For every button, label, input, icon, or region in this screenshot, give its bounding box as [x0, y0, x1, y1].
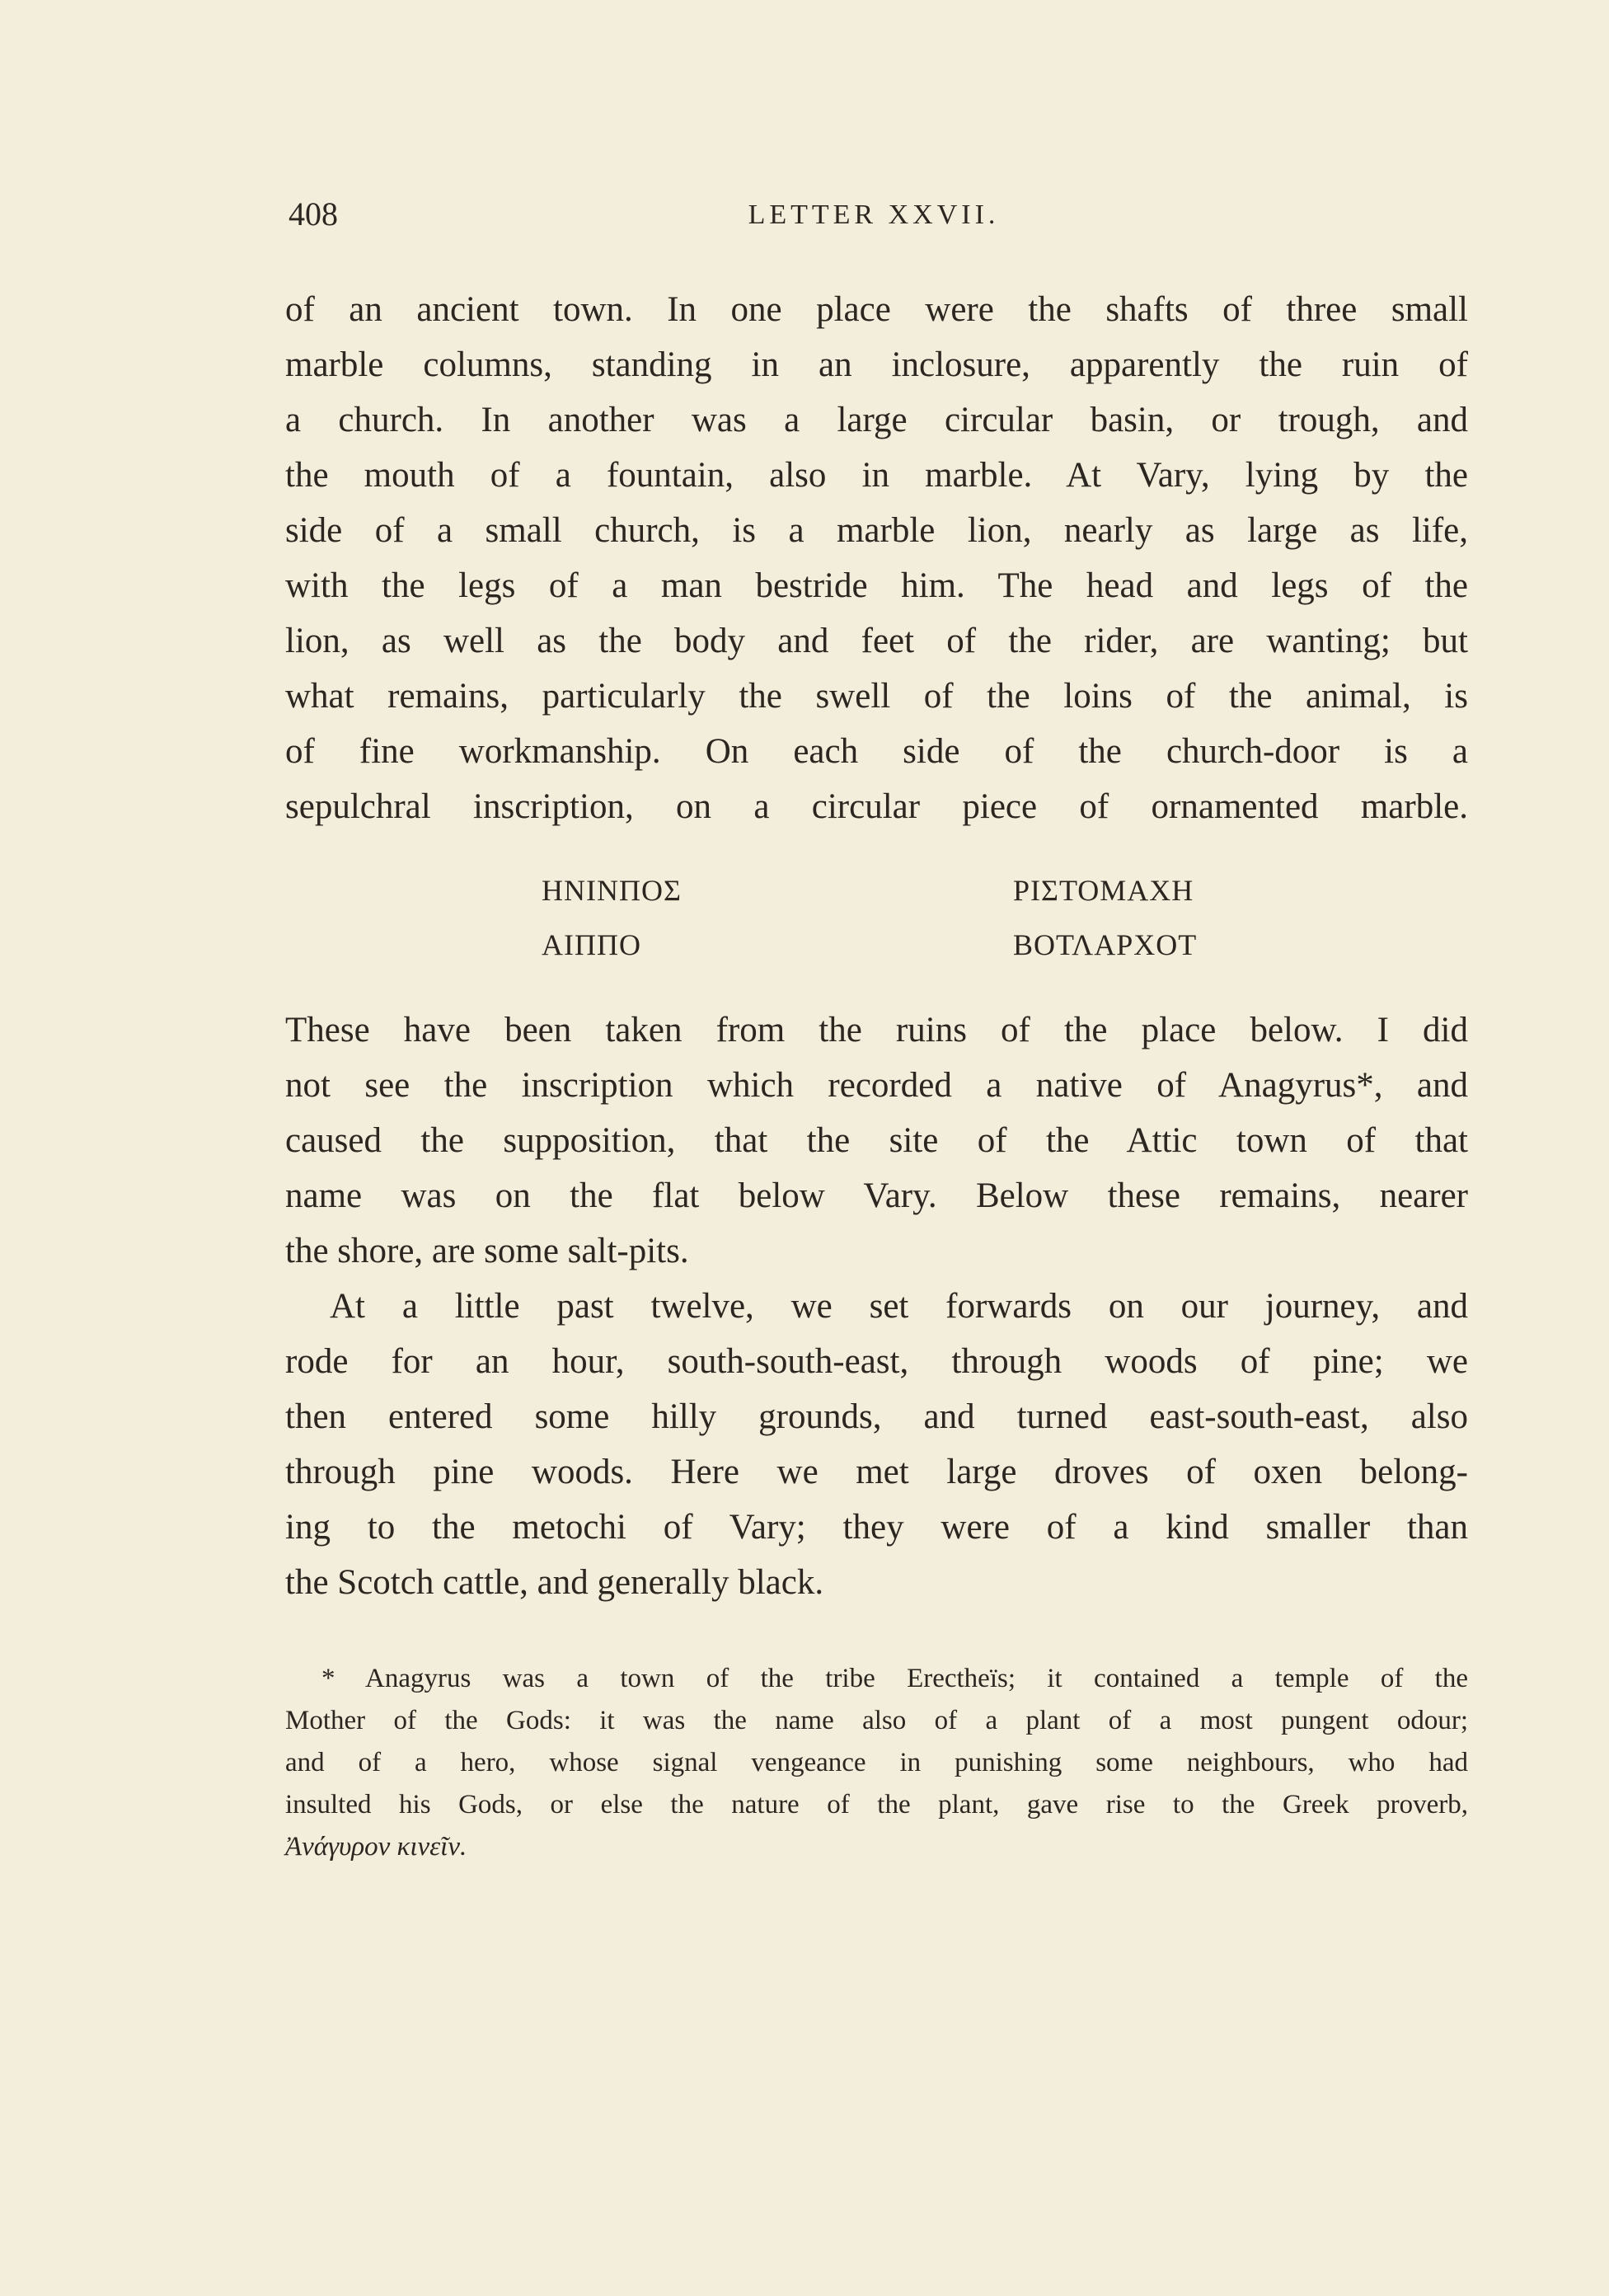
- running-title: LETTER XXVII.: [748, 200, 1000, 230]
- paragraph3-line: At a little past twelve, we set forwards on our journey, and: [330, 1287, 1468, 1326]
- page-number: 408: [288, 195, 338, 232]
- paragraph3-line: through pine woods. Here we met large droves of oxen belong-: [285, 1453, 1468, 1491]
- paragraph2-line: name was on the flat below Vary. Below these remains, nearer: [285, 1176, 1468, 1215]
- paragraph3-line: rode for an hour, south-south-east, through woods of pine; we: [285, 1342, 1468, 1381]
- paragraph1-line: the mouth of a fountain, also in marble. At Vary, lying by the: [285, 456, 1468, 495]
- paragraph1-line: what remains, particularly the swell of the loins of the animal, is: [285, 677, 1468, 716]
- paragraph1-line: with the legs of a man bestride him. The head and legs of the: [285, 566, 1468, 605]
- inscription-left-line-2: ΑΙΠΠΟ: [542, 928, 641, 961]
- footnote-line: * Anagyrus was a town of the tribe Erectheïs; it contained a temple of the: [321, 1664, 1468, 1693]
- footnote-line: insulted his Gods, or else the nature of the plant, gave rise to the Greek proverb,: [285, 1790, 1468, 1819]
- inscription-left-line-1: ΗΝΙΝΠΟΣ: [542, 874, 682, 907]
- paragraph2-line: These have been taken from the ruins of the place below. I did: [285, 1011, 1468, 1049]
- paragraph1-line: lion, as well as the body and feet of the rider, are wanting; but: [285, 622, 1468, 660]
- paragraph2-line: the shore, are some salt-pits.: [285, 1232, 689, 1270]
- footnote-line: Mother of the Gods: it was the name also of a plant of a most pungent odour;: [285, 1706, 1468, 1735]
- paragraph3-line: then entered some hilly grounds, and turned east-south-east, also: [285, 1397, 1468, 1436]
- footnote-line: and of a hero, whose signal vengeance in punishing some neighbours, who had: [285, 1748, 1468, 1777]
- paragraph2-line: caused the supposition, that the site of the Attic town of that: [285, 1121, 1468, 1160]
- paragraph1-line: of an ancient town. In one place were the shafts of three small: [285, 290, 1468, 329]
- inscription-right-line-2: ΒΟΤΛΑΡΧΟΤ: [1013, 928, 1198, 961]
- paragraph2-line: not see the inscription which recorded a native of Anagyrus*, and: [285, 1066, 1468, 1105]
- paragraph1-line: sepulchral inscription, on a circular piece of ornamented marble.: [285, 787, 1468, 826]
- footnote-line: Ἀνάγυρον κινεῖν.: [285, 1832, 467, 1862]
- paragraph3-line: ing to the metochi of Vary; they were of a kind smaller than: [285, 1508, 1468, 1547]
- paragraph1-line: a church. In another was a large circular basin, or trough, and: [285, 401, 1468, 439]
- inscription-right-line-1: ΡΙΣΤΟΜΑΧΗ: [1013, 874, 1194, 907]
- paragraph1-line: side of a small church, is a marble lion, nearly as large as life,: [285, 511, 1468, 550]
- paragraph1-line: marble columns, standing in an inclosure, apparently the ruin of: [285, 345, 1468, 384]
- paragraph3-line: the Scotch cattle, and generally black.: [285, 1563, 824, 1602]
- paragraph1-line: of fine workmanship. On each side of the church-door is a: [285, 732, 1468, 771]
